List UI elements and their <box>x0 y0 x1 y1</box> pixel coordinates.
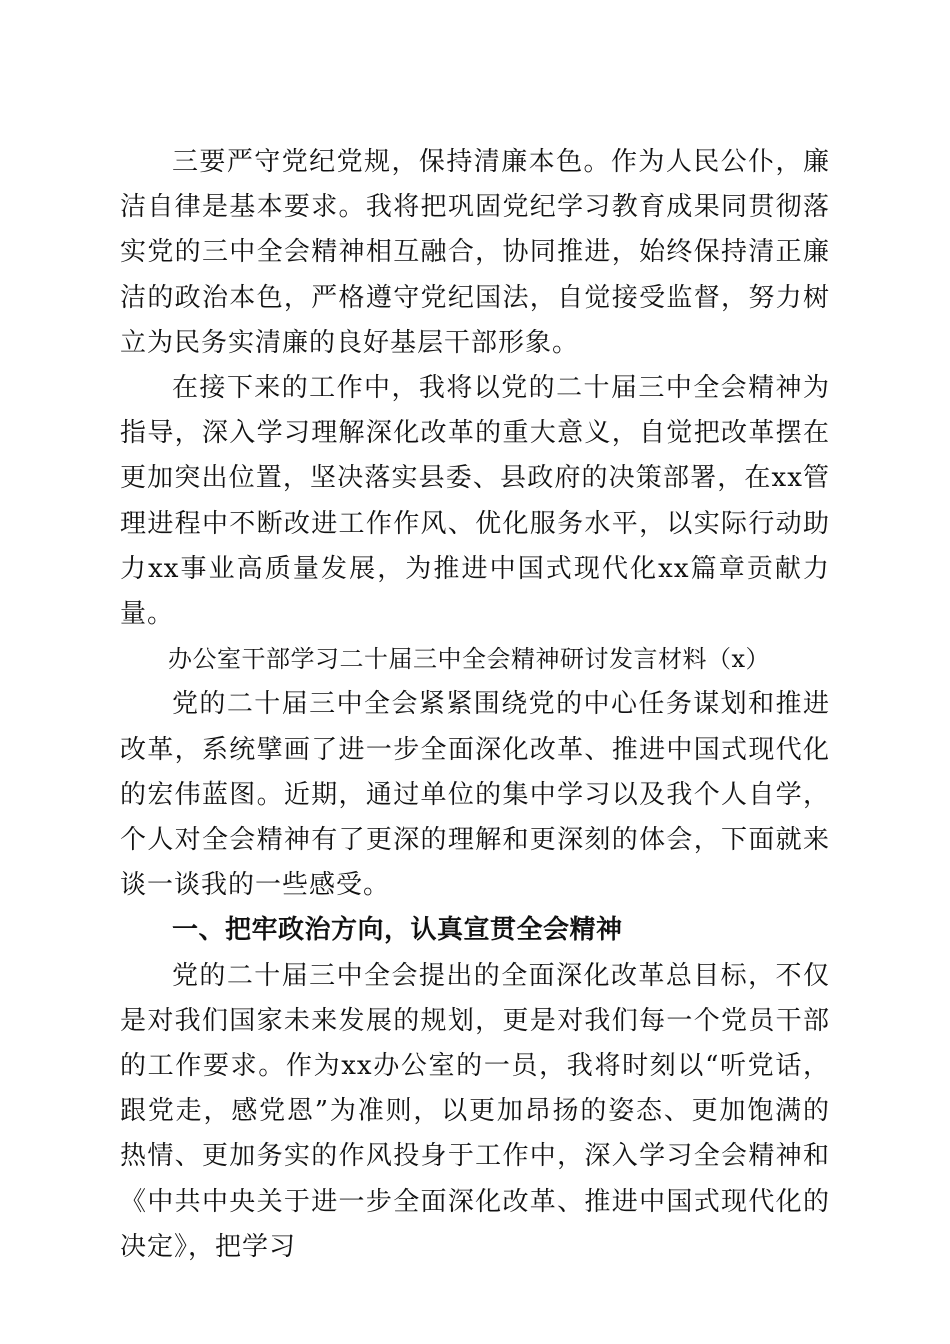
paragraph-integrity: 三要严守党纪党规，保持清廉本色。作为人民公仆，廉洁自律是基本要求。我将把巩固党纪学习教育成果同贯彻落实党的三中全会精神相互融合，协同推进，始终保持清正廉洁的政治本色，严格遵守党纪国法，自觉接受监督，努力树立为民务实清廉的良好基层干部形象。 <box>120 147 830 358</box>
document-page <box>120 140 830 1270</box>
paragraph-next-work: 在接下来的工作中，我将以党的二十届三中全会精神为指导，深入学习理解深化改革的重大意义，自觉把改革摆在更加突出位置，坚决落实县委、县政府的决策部署，在xx管理进程中不断改进工作作风、优化服务水平，以实际行动助力xx事业高质量发展，为推进中国式现代化xx篇章贡献力量。 <box>120 373 830 630</box>
document-title: 办公室干部学习二十届三中全会精神研讨发言材料（x） <box>168 645 771 674</box>
paragraph-section-1: 党的二十届三中全会提出的全面深化改革总目标，不仅是对我们国家未来发展的规划，更是对我们每一个党员干部的工作要求。作为xx办公室的一员，我将时刻以“听党话，跟党走，感党恩”为准则，以更加昂扬的姿态、更加饱满的热情、更加务实的作风投身于工作中，深入学习全会精神和《中共中央关于进一步全面深化改革、推进中国式现代化的决定》，把学习 <box>120 960 830 1262</box>
paragraph-introduction: 党的二十届三中全会紧紧围绕党的中心任务谋划和推进改革，系统擘画了进一步全面深化改革、推进中国式现代化的宏伟蓝图。近期，通过单位的集中学习以及我个人自学，个人对全会精神有了更深的理解和更深刻的体会，下面就来谈一谈我的一些感受。 <box>120 689 830 901</box>
section-heading-1: 一、把牢政治方向，认真宣贯全会精神 <box>172 915 623 946</box>
